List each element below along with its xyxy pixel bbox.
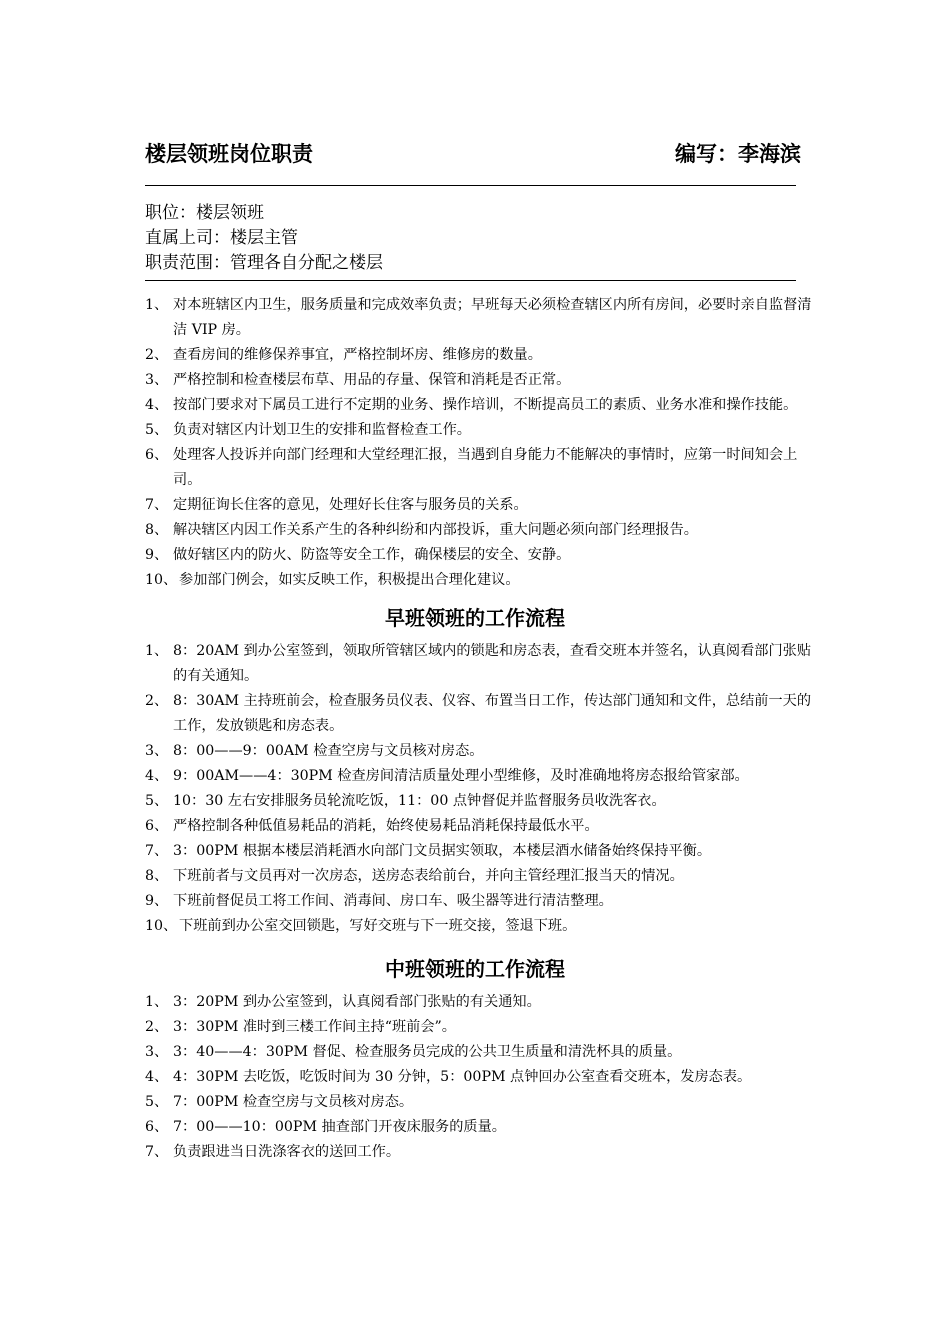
list-item: 9、 做好辖区内的防火、防盗等安全工作，确保楼层的安全、安静。 xyxy=(145,547,571,563)
header-divider xyxy=(145,185,796,186)
list-item: 3、 严格控制和检查楼层布草、用品的存量、保管和消耗是否正常。 xyxy=(145,372,571,388)
list-item: 3、 8：00——9：00AM 检查空房与文员核对房态。 xyxy=(145,743,484,759)
list-item: 4、 9：00AM——4：30PM 检查房间清洁质量处理小型维修，及时准确地将房态报给管家部。 xyxy=(145,768,749,784)
document-author: 编写：李海滨 xyxy=(675,142,801,166)
document-title: 楼层领班岗位职责 xyxy=(145,142,313,166)
position-info xyxy=(145,201,825,276)
list-item: 7、 定期征询长住客的意见，处理好长住客与服务员的关系。 xyxy=(145,497,528,513)
document-page xyxy=(145,138,825,1165)
list-item: 6、 7：00——10：00PM 抽查部门开夜床服务的质量。 xyxy=(145,1119,506,1135)
middle-shift-heading: 中班领班的工作流程 xyxy=(385,957,565,981)
list-item: 2、 8：30AM 主持班前会，检查服务员仪表、仪容、布置当日工作，传达部门通知和文件，总结前一天的工作，发放锁匙和房态表。 xyxy=(145,693,812,734)
list-item: 8、 解决辖区内因工作关系产生的各种纠纷和内部投诉，重大问题必须向部门经理报告。 xyxy=(145,522,698,538)
list-item: 7、 负责跟进当日洗涤客衣的送回工作。 xyxy=(145,1144,401,1160)
list-item: 8、 下班前者与文员再对一次房态，送房态表给前台，并向主管经理汇报当天的情况。 xyxy=(145,868,684,884)
list-item: 5、 10：30 左右安排服务员轮流吃饭，11：00 点钟督促并监督服务员收洗客衣。 xyxy=(145,793,666,809)
morning-shift-list xyxy=(145,639,825,939)
list-item: 1、 对本班辖区内卫生，服务质量和完成效率负责；早班每天必须检查辖区内所有房间，必要时亲自监督清洁 VIP 房。 xyxy=(145,297,812,338)
list-item: 10、 参加部门例会，如实反映工作，积极提出合理化建议。 xyxy=(145,572,520,588)
list-item: 10、 下班前到办公室交回锁匙，写好交班与下一班交接，签退下班。 xyxy=(145,918,577,934)
middle-shift-list xyxy=(145,990,825,1165)
list-item: 6、 处理客人投诉并向部门经理和大堂经理汇报，当遇到自身能力不能解决的事情时，应第一时间知会上司。 xyxy=(145,447,798,488)
supervisor-line: 直属上司：楼层主管 xyxy=(145,228,298,248)
morning-shift-heading: 早班领班的工作流程 xyxy=(385,606,565,630)
position-line: 职位：楼层领班 xyxy=(145,203,264,223)
list-item: 4、 4：30PM 去吃饭，吃饭时间为 30 分钟，5：00PM 点钟回办公室查看交班本，发房态表。 xyxy=(145,1069,752,1085)
list-item: 1、 3：20PM 到办公室签到，认真阅看部门张贴的有关通知。 xyxy=(145,994,541,1010)
info-divider xyxy=(145,280,796,281)
scope-line: 职责范围：管理各自分配之楼层 xyxy=(145,253,383,273)
list-item: 5、 7：00PM 检查空房与文员核对房态。 xyxy=(145,1094,414,1110)
list-item: 2、 3：30PM 准时到三楼工作间主持“班前会”。 xyxy=(145,1019,456,1035)
list-item: 9、 下班前督促员工将工作间、消毒间、房口车、吸尘器等进行清洁整理。 xyxy=(145,893,613,909)
list-item: 7、 3：00PM 根据本楼层消耗酒水向部门文员据实领取，本楼层酒水储备始终保持平衡。 xyxy=(145,843,712,859)
list-item: 5、 负责对辖区内计划卫生的安排和监督检查工作。 xyxy=(145,422,471,438)
list-item: 4、 按部门要求对下属员工进行不定期的业务、操作培训，不断提高员工的素质、业务水准和操作技能。 xyxy=(145,397,798,413)
list-item: 6、 严格控制各种低值易耗品的消耗，始终使易耗品消耗保持最低水平。 xyxy=(145,818,599,834)
list-item: 3、 3：40——4：30PM 督促、检查服务员完成的公共卫生质量和清洗杯具的质量。 xyxy=(145,1044,682,1060)
list-item: 1、 8：20AM 到办公室签到，领取所管辖区域内的锁匙和房态表，查看交班本并签名，认真阅看部门张贴的有关通知。 xyxy=(145,643,812,684)
title-row xyxy=(145,138,801,168)
list-item: 2、 查看房间的维修保养事宜，严格控制坏房、维修房的数量。 xyxy=(145,347,542,363)
duties-list xyxy=(145,293,825,593)
